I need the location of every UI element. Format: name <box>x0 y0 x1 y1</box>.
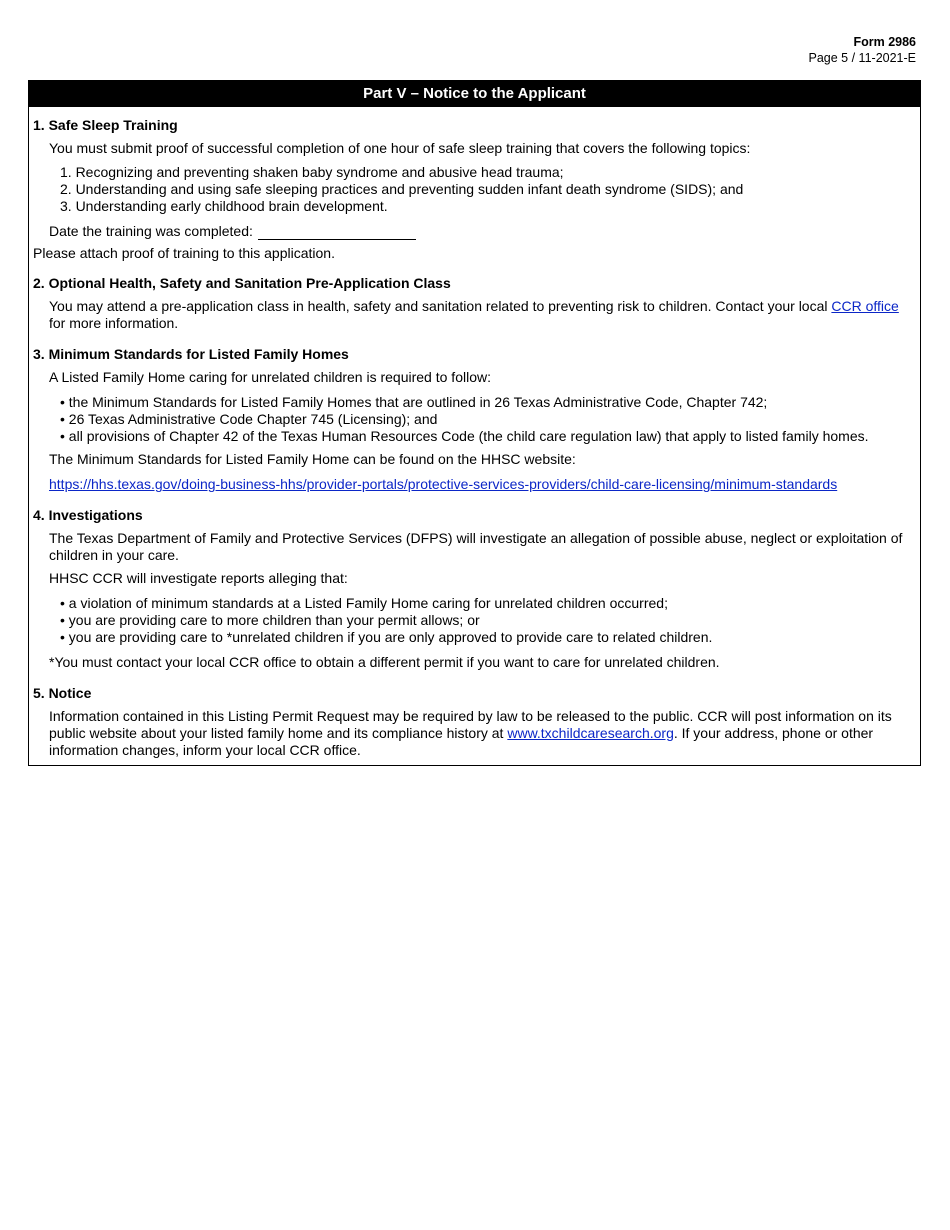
section3-intro: A Listed Family Home caring for unrelated children is required to follow: <box>49 369 491 385</box>
section1-heading: 1. Safe Sleep Training <box>33 117 178 133</box>
list-item: 3. Understanding early childhood brain development. <box>60 198 388 214</box>
section5-heading: 5. Notice <box>33 685 92 701</box>
minimum-standards-link[interactable]: https://hhs.texas.gov/doing-business-hhs/provider-portals/protective-services-providers/child-care-licensing/minimum-standards <box>49 476 838 492</box>
section5-text-after: . If your address, phone or other information changes, inform your local CCR office. <box>49 725 874 758</box>
date-row <box>49 223 920 240</box>
section1-list <box>60 164 920 215</box>
section3-website-note: The Minimum Standards for Listed Family Home can be found on the HHSC website: <box>49 451 576 467</box>
list-item: • 26 Texas Administrative Code Chapter 745 (Licensing); and <box>60 411 438 427</box>
section5-text <box>49 708 906 759</box>
list-item: • you are providing care to more children than your permit allows; or <box>60 612 480 628</box>
section4-heading: 4. Investigations <box>33 507 143 523</box>
section2-text-after: for more information. <box>49 315 179 331</box>
section4-list <box>60 595 920 646</box>
date-label: Date the training was completed: <box>49 223 253 239</box>
page-info: Page 5 / 11-2021-E <box>808 51 916 65</box>
notice-frame <box>28 80 921 766</box>
section2-text <box>49 298 906 332</box>
list-item: 1. Recognizing and preventing shaken baby syndrome and abusive head trauma; <box>60 164 564 180</box>
section3-list <box>60 394 920 445</box>
section4-reports-intro: HHSC CCR will investigate reports alleging that: <box>49 570 348 586</box>
section3-link-row <box>49 476 906 493</box>
section4-footnote: *You must contact your local CCR office to obtain a different permit if you want to care for unrelated children. <box>49 654 720 670</box>
ccr-office-link[interactable]: CCR office <box>831 298 899 314</box>
part-title: Part V – Notice to the Applicant <box>29 81 920 107</box>
list-item: 2. Understanding and using safe sleeping practices and preventing sudden infant death syndrome (SIDS); and <box>60 181 744 197</box>
list-item: • the Minimum Standards for Listed Family Homes that are outlined in 26 Texas Administrative Code, Chapter 742; <box>60 394 768 410</box>
date-completed-field[interactable] <box>258 223 416 240</box>
list-item: • all provisions of Chapter 42 of the Texas Human Resources Code (the child care regulation law) that apply to listed family homes. <box>60 428 869 444</box>
section5-text-before: Information contained in this Listing Permit Request may be required by law to be released to the public. CCR will post information on its public website about your listed family home and its compliance history at <box>49 708 892 741</box>
section3-heading: 3. Minimum Standards for Listed Family Homes <box>33 346 349 362</box>
list-item: • a violation of minimum standards at a Listed Family Home caring for unrelated children occurred; <box>60 595 668 611</box>
section1-intro: You must submit proof of successful completion of one hour of safe sleep training that covers the following topics: <box>49 140 751 156</box>
section2-heading: 2. Optional Health, Safety and Sanitation Pre-Application Class <box>33 275 451 291</box>
attach-note: Please attach proof of training to this application. <box>33 245 335 261</box>
form-header <box>809 34 916 66</box>
form-number: Form 2986 <box>853 35 916 49</box>
txchildcaresearch-link[interactable]: www.txchildcaresearch.org <box>507 725 674 741</box>
list-item: • you are providing care to *unrelated children if you are only approved to provide care to related children. <box>60 629 713 645</box>
section2-text-before: You may attend a pre-application class in health, safety and sanitation related to preventing risk to children. Contact your local <box>49 298 832 314</box>
section4-intro: The Texas Department of Family and Protective Services (DFPS) will investigate an allegation of possible abuse, neglect or exploitation of children in your care. <box>49 530 903 563</box>
